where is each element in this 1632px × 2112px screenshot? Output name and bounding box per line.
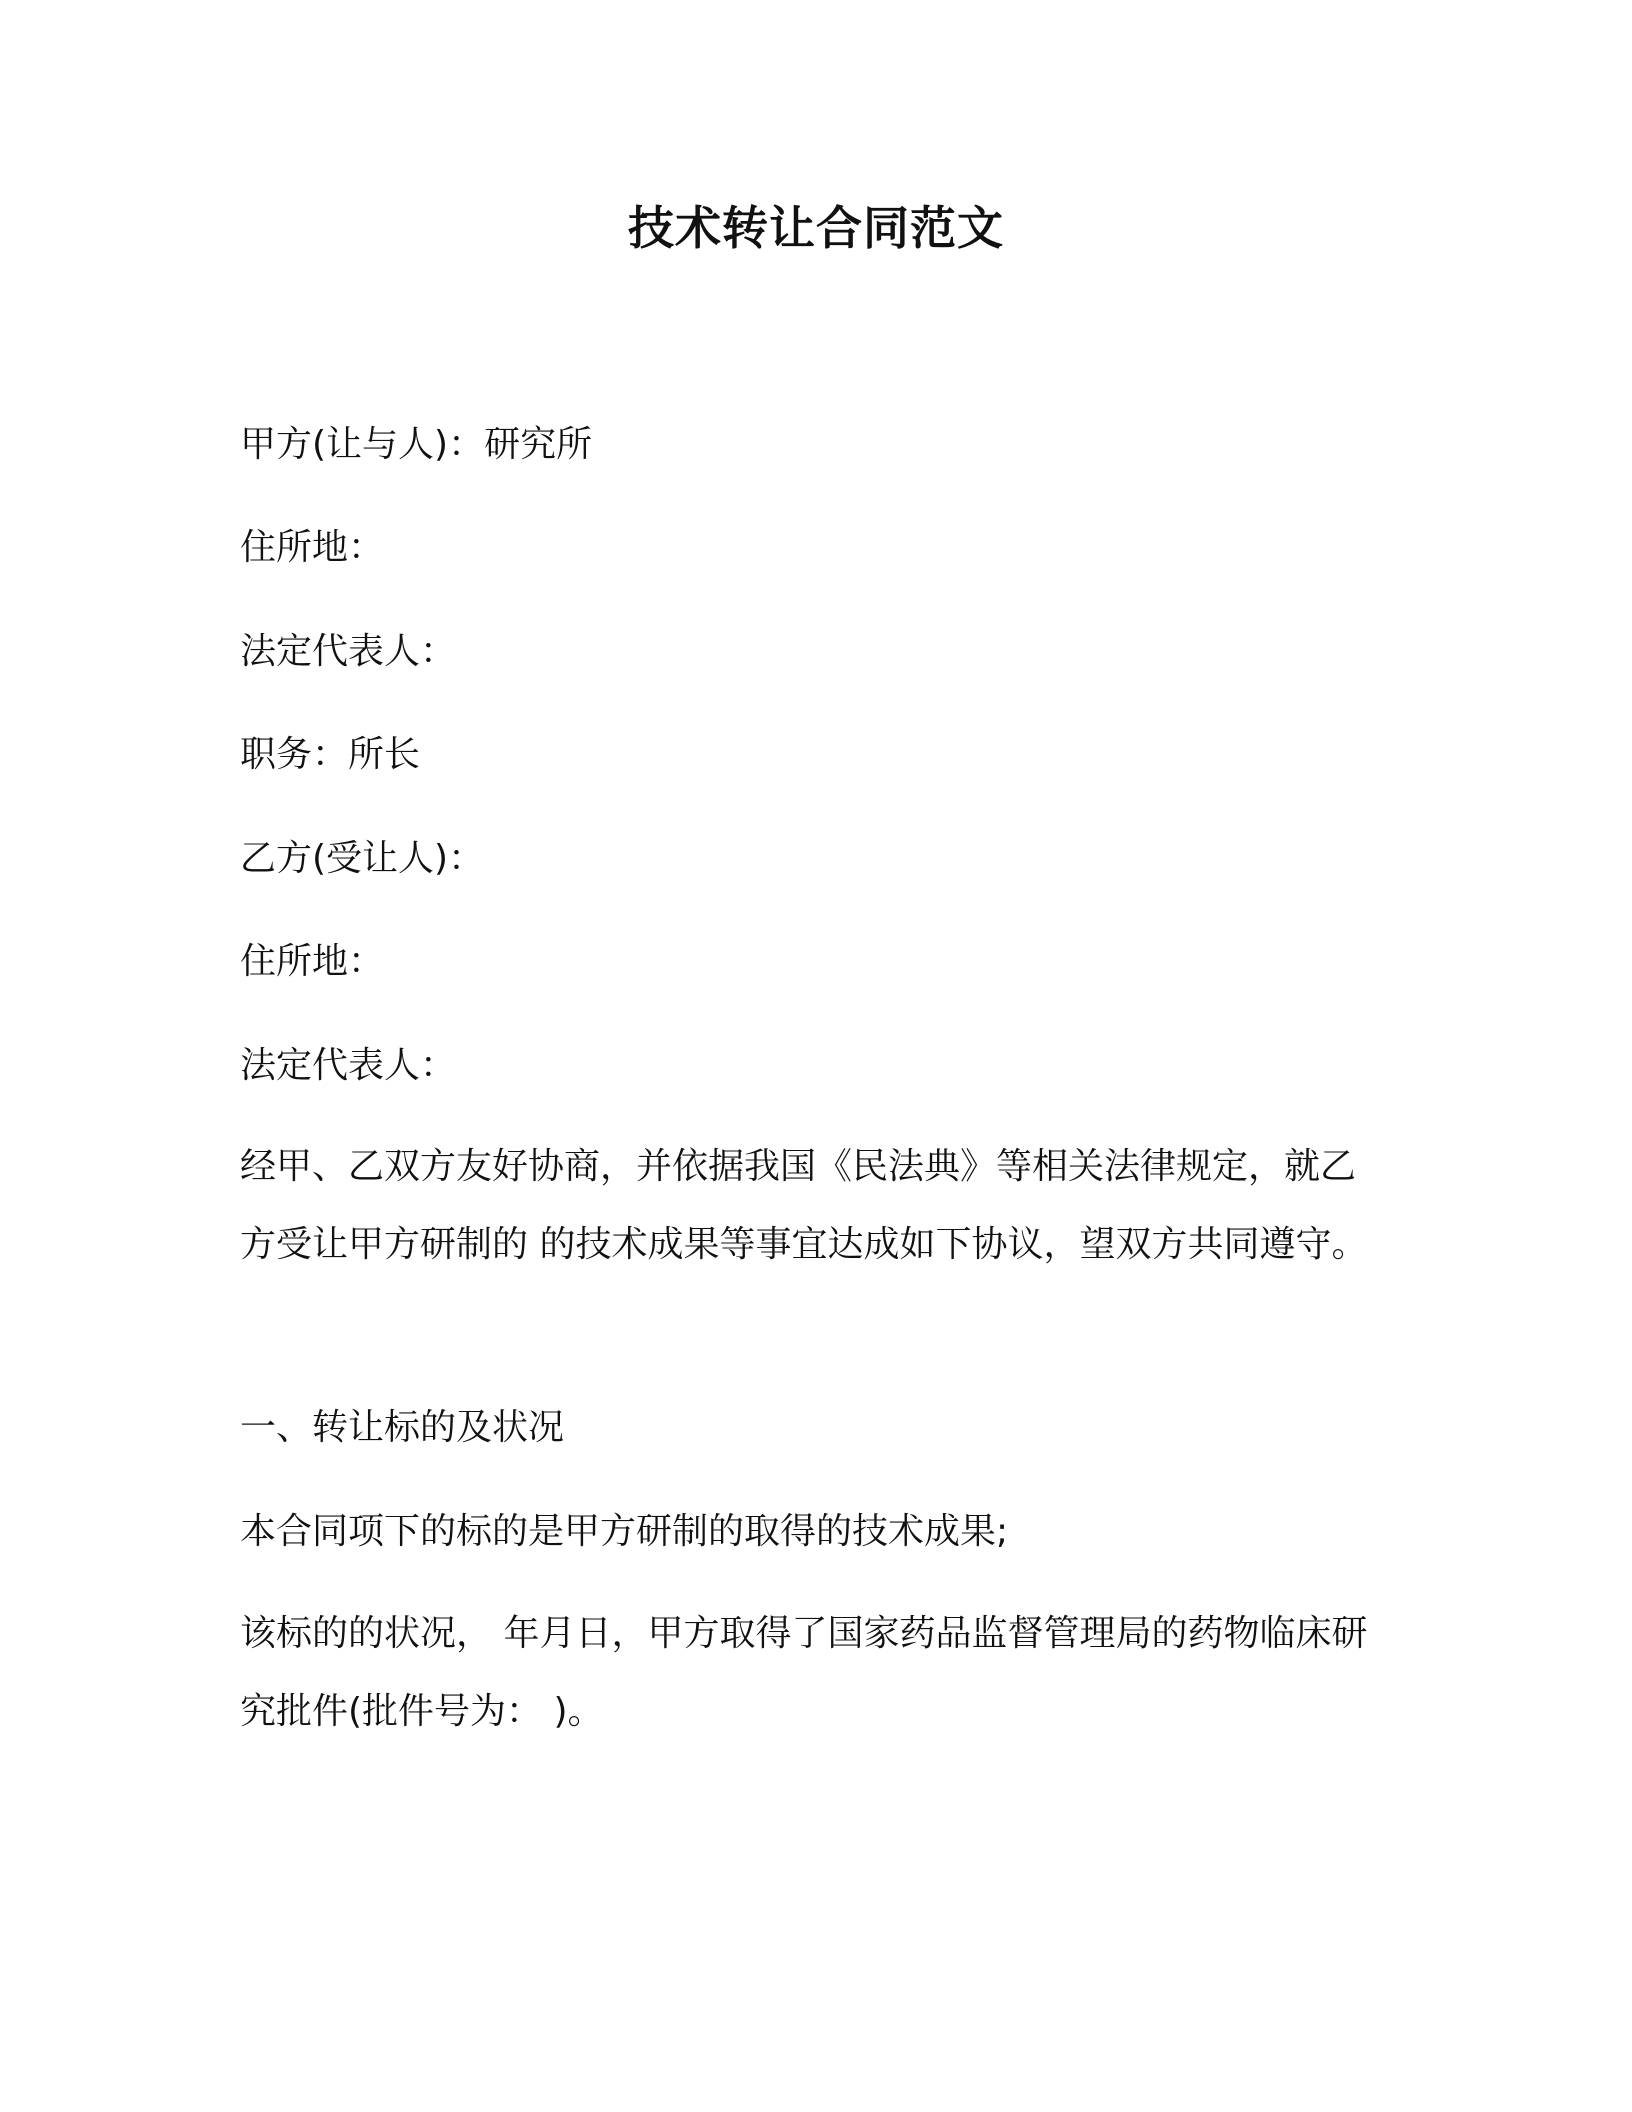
party-b-name: 乙方(受让人)： (240, 838, 485, 879)
preamble-paragraph: 经甲、乙双方友好协商，并依据我国《民法典》等相关法律规定，就乙方受让甲方研制的 的技术成果等事宜达成如下协议，望双方共同遵守。 (240, 1146, 1368, 1265)
section-1-heading: 一、转让标的及状况 (240, 1407, 565, 1448)
section-1-paragraph-1: 本合同项下的标的是甲方研制的取得的技术成果; (240, 1511, 1009, 1552)
party-a-position: 职务：所长 (240, 734, 421, 775)
party-a-address: 住所地： (240, 527, 385, 568)
party-a-name: 甲方(让与人)：研究所 (240, 424, 593, 465)
party-b-representative: 法定代表人： (240, 1045, 457, 1086)
party-a-representative: 法定代表人： (240, 631, 457, 672)
section-1-paragraph-2: 该标的的状况， 年月日，甲方取得了国家药品监督管理局的药物临床研究批件(批件号为： )。 (240, 1613, 1368, 1732)
party-b-address: 住所地： (240, 941, 385, 982)
document-title: 技术转让合同范文 (628, 201, 1004, 255)
